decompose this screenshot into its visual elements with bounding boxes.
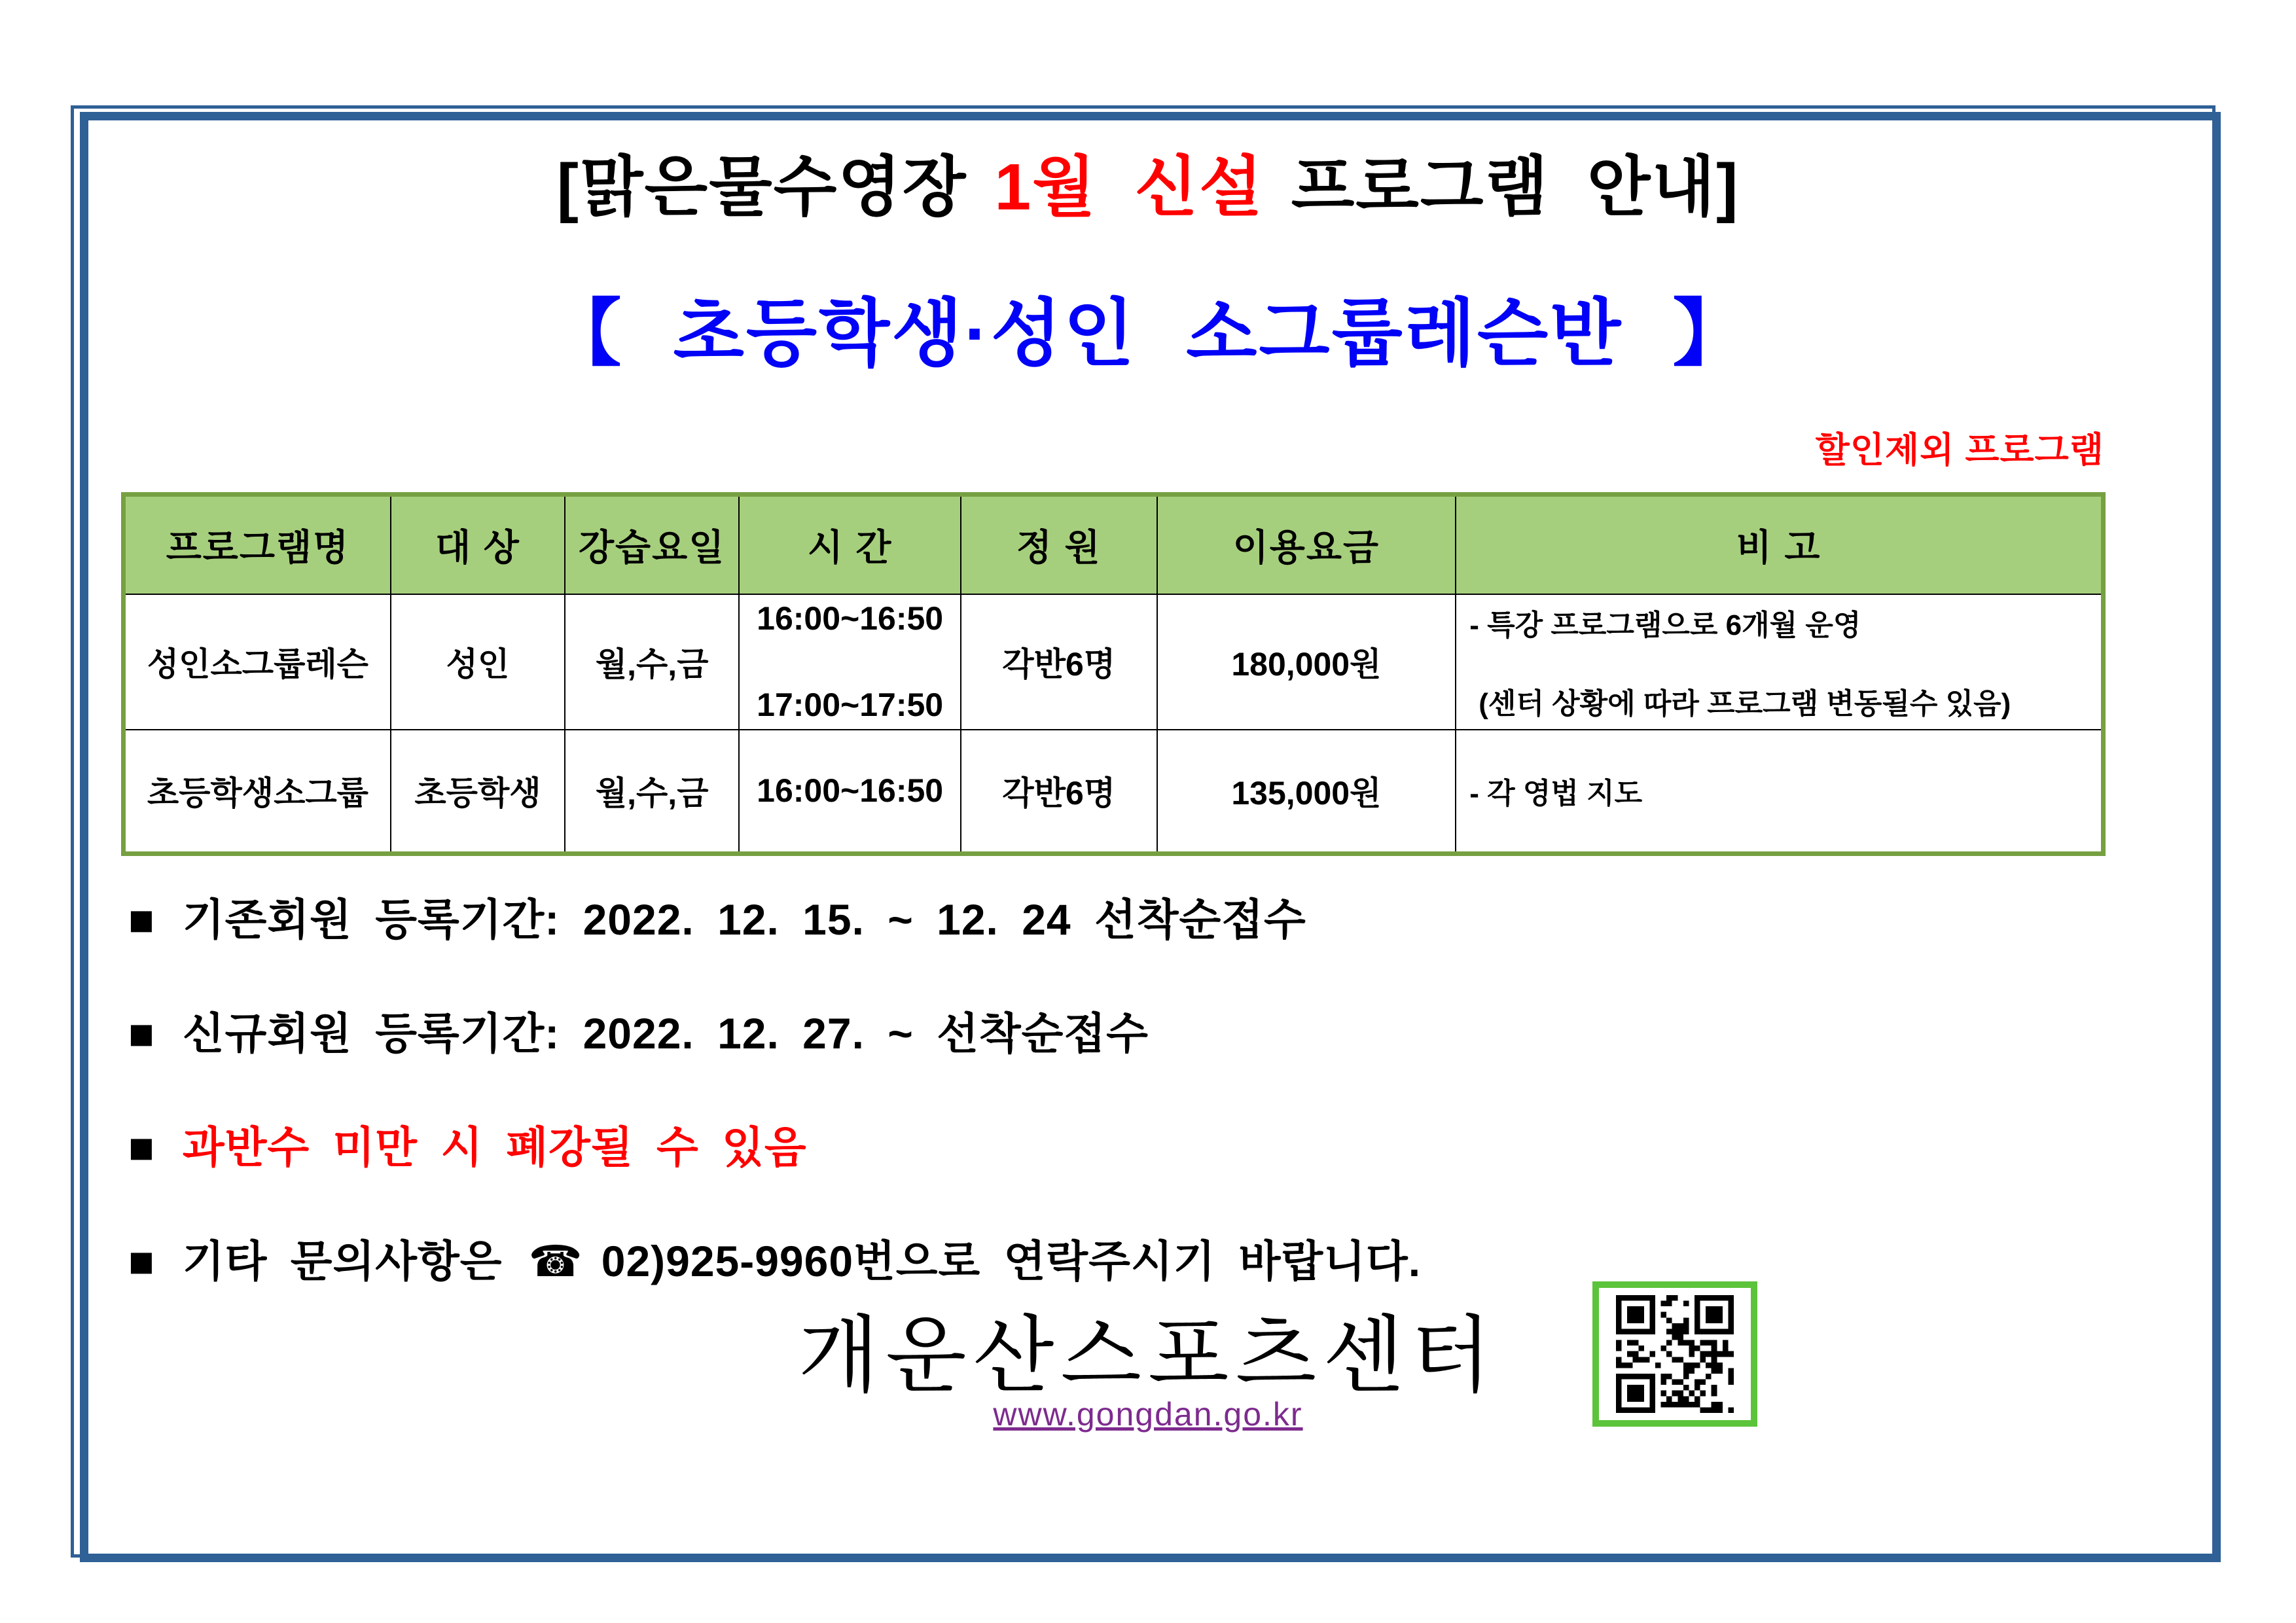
bullet-square-icon: ■ — [128, 1237, 155, 1285]
cell-target: 성인 — [391, 594, 565, 730]
cell-fee: 135,000원 — [1157, 730, 1456, 854]
title-highlight: 1월 신설 — [994, 151, 1264, 224]
bullet-text: 기존회원 등록기간: 2022. 12. 15. ~ 12. 24 선착순접수 — [182, 895, 1306, 944]
note-line-2: (센터 상황에 따라 프로그램 변동될수 있음) — [1479, 688, 2011, 720]
table-row — [124, 594, 2104, 730]
cell-program: 초등학생소그룹 — [124, 730, 391, 854]
qr-code — [1592, 1281, 1757, 1427]
title-part1: [맑은물수영장 — [556, 151, 967, 224]
cell-capacity: 각반6명 — [961, 594, 1157, 730]
column-header-time: 시 간 — [739, 495, 961, 594]
bullet-square-icon: ■ — [128, 1123, 155, 1171]
column-header-program: 프로그램명 — [124, 495, 391, 594]
website-link[interactable]: www.gongdan.go.kr — [993, 1396, 1303, 1433]
cell-program: 성인소그룹레슨 — [124, 594, 391, 730]
bullet-text-before: 기타 문의사항은 — [182, 1237, 503, 1285]
bullet-item-existing-members — [128, 885, 2131, 947]
column-header-days: 강습요일 — [565, 495, 739, 594]
cell-note — [1456, 594, 2103, 730]
page-subtitle: 【 초등학생·성인 소그룹레슨반 】 — [548, 293, 1748, 374]
column-header-target: 대 상 — [391, 495, 565, 594]
page-title — [0, 134, 2296, 228]
program-table — [121, 492, 2106, 856]
organization-name: 개운산스포츠센터 — [798, 1309, 1498, 1402]
cell-days: 월,수,금 — [565, 594, 739, 730]
bullet-item-contact-info — [128, 1226, 2131, 1289]
column-header-capacity: 정 원 — [961, 495, 1157, 594]
time-slot-2: 17:00~17:50 — [757, 687, 944, 723]
column-header-note: 비 고 — [1456, 495, 2103, 594]
bullet-text: 신규회원 등록기간: 2022. 12. 27. ~ 선착순접수 — [182, 1009, 1149, 1058]
bullet-item-cancellation-warning — [128, 1113, 2131, 1175]
note-line-1: - 특강 프로그램으로 6개월 운영 — [1469, 609, 1861, 641]
title-part2: 프로그램 안내] — [1291, 151, 1740, 224]
cell-time — [739, 730, 961, 854]
bullet-square-icon: ■ — [128, 1009, 155, 1058]
phone-icon: ☎ — [528, 1237, 583, 1285]
table-row — [124, 730, 2104, 854]
discount-exclusion-note: 할인제외 프로그램 — [1815, 431, 2104, 470]
cell-target: 초등학생 — [391, 730, 565, 854]
note-line-1: - 각 영법 지도 — [1469, 777, 1643, 810]
qr-pattern — [1616, 1295, 1734, 1413]
bullet-list — [128, 885, 2131, 1340]
cell-fee: 180,000원 — [1157, 594, 1456, 730]
cell-note — [1456, 730, 2103, 854]
cell-days: 월,수,금 — [565, 730, 739, 854]
bullet-text: 과반수 미만 시 폐강될 수 있음 — [182, 1123, 807, 1171]
table-header-row — [124, 495, 2104, 594]
cell-capacity: 각반6명 — [961, 730, 1157, 854]
bullet-text-after: 02)925-9960번으로 연락주시기 바랍니다. — [601, 1237, 1422, 1285]
cell-time — [739, 594, 961, 730]
time-slot-1: 16:00~16:50 — [757, 772, 944, 810]
bullet-square-icon: ■ — [128, 895, 155, 944]
column-header-fee: 이용요금 — [1157, 495, 1456, 594]
time-slot-1: 16:00~16:50 — [757, 600, 944, 637]
website-row — [0, 1395, 2296, 1433]
bullet-item-new-members — [128, 999, 2131, 1061]
